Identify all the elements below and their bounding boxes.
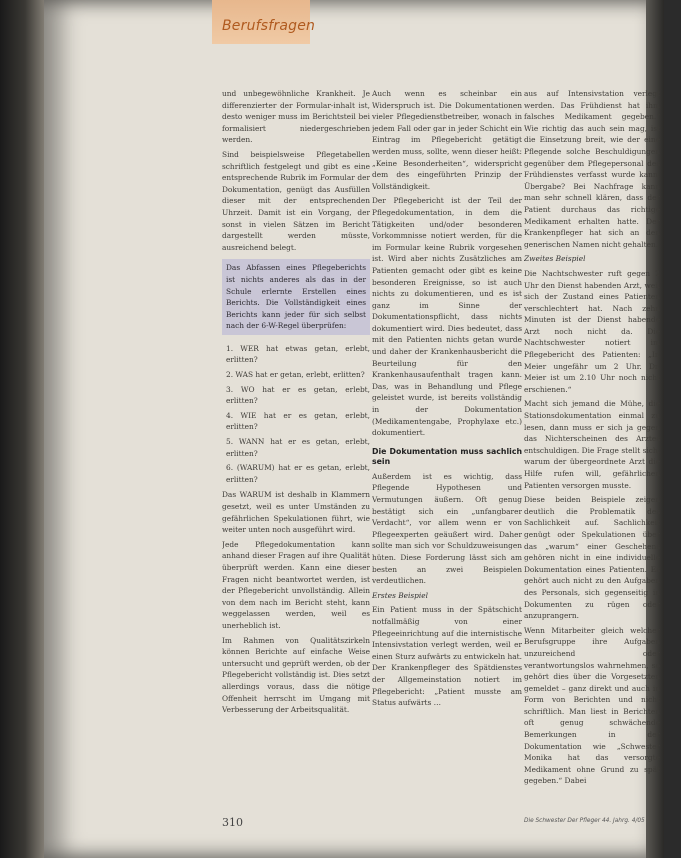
six-w-list (222, 343, 370, 486)
paragraph: Im Rahmen von Qualitätszirkeln können Berichte auf einfache Weise untersucht und geprüft werden, ob der Pflegebericht vollständig ist. Dies setzt allerdings voraus, dass die nötige Offenheit herrscht im Umgang mit Verbesserung der Arbeitsqualität. (222, 635, 370, 715)
paragraph: Außerdem ist es wichtig, dass Pflegende Hypothesen und Vermutungen äußern. Oft genug bestätigt sich ein „unfangbarer Verdacht“, vor allem wenn er von Pflegeexperten geäußert wird. Daher sollte man sich vor Schuldzuweisungen hüten. Diese Forderung lässt sich am besten an zwei Beispielen verdeutlichen. (372, 471, 522, 586)
highlight-box (222, 259, 370, 335)
text-column-1 (222, 88, 370, 808)
list-item: 4. WIE hat er es getan, erlebt, erlitten? (226, 410, 370, 432)
paragraph: Auch wenn es scheinbar ein Widerspruch ist. Die Dokumentationen vieler Pflegedienstbetreiber, wonach in jedem Fall oder gar in jeder Schicht ein Eintrag im Pflegebericht getätigt werden muss, sollte, wenn dieser heißt: „Keine Besonderheiten“, widerspricht dem des eingeführten Prinzip der Vollständigkeit. (372, 89, 522, 191)
paragraph: Macht sich jemand die Mühe, die Stationsdokumentation einmal zu lesen, dann muss er sich ja gegen das Nichterscheinen des Arztes entschuldigen. Die Frage stellt sich, warum der übergeordnete Arzt die Hilfe rufen will, gefährlichen Patienten versorgen musste. (524, 399, 660, 490)
list-item: 1. WER hat etwas getan, erlebt, erlitten? (226, 343, 370, 365)
paragraph: Jede Pflegedokumentation kann anhand dieser Fragen auf ihre Qualität überprüft werden. Kann eine dieser Fragen nicht beantwortet werden, ist der Pflegebericht unvollständig. Allein von dem nach im Bericht steht, kann weggelassen werden, weil es unerheblich ist. (222, 539, 370, 630)
journal-footer: Die Schwester Der Pfleger 44. Jahrg. 4/05 (524, 818, 645, 824)
paragraph: und unbegewöhnliche Krankheit. Je differenzierter der Formular-inhalt ist, desto weniger muss im Berichtsteil bei formalisiert niedergeschrieben werden. (222, 89, 370, 145)
paragraph: Der Pflegebericht ist der Teil der Pflegedokumentation, in dem die Tätigkeiten und/oder besonderen Vorkommnisse notiert werden, für die im Formular keine Rubrik vorgesehen ist. Wird aber nichts Zusätzliches am Patienten gemacht oder gibt es keine besonderen Ereignisse, so ist auch nichts zu dokumentieren, und es ist ganz im Sinne der Dokumentationspflicht, dass nichts dokumentiert wird. Dies bedeutet, dass mit den Patienten nichts getan wurde und daher der Krankenhausbericht die Beurteilung für den Krankenhausaufenthalt tragen kann. Das, was in Behandlung und Pflege geleistet wurde, ist bereits vollständig in der Dokumentation (Medikamentengabe, Prophylaxe etc.) dokumentiert. (372, 196, 522, 438)
subsection-heading: Die Dokumentation muss sachlich sein (372, 446, 522, 466)
list-item: 5. WANN hat er es getan, erlebt, erlitten? (226, 437, 370, 458)
text-column-3 (524, 88, 660, 808)
section-title: Berufsfragen (222, 18, 316, 34)
paragraph: Wenn Mitarbeiter gleich welcher Berufsgruppe ihre Aufgaben unzureichend oder verantwortungslos wahrnehmen, so gehört dies über die Vorgesetzten gemeldet – ganz direkt und auch in Form von Berichten und nicht schriftlich. Man liest in Berichten oft genug schwächende Bemerkungen in der Dokumentation wie „Schwester Monika hat das versorgte Medikament ohne Grund zu spät gegeben.“ Dabei (524, 625, 660, 786)
paragraph: Diese beiden Beispiele zeigen deutlich die Problematik des Sachlichkeit auf. Sachlichkeit genügt oder Spekulationen über das „warum“ einer Geschehens gehören nicht in eine individuelle Dokumentation eines Patienten. Es gehört auch nicht zu den Aufgaben des Personals, sich gegenseitig in Dokumenten zu rügen oder anzuprangern. (524, 495, 660, 621)
list-item: 3. WO hat er es getan, erlebt, erlitten? (226, 384, 370, 406)
list-item: 6. (WARUM) hat er es getan, erlebt, erlitten? (226, 463, 370, 484)
paragraph: Sind beispielsweise Pflegetabellen schriftlich festgelegt und gibt es eine entsprechende Rubrik im Formular der Dokumentation, genügt das Ausfüllen dieser mit der entsprechenden Uhrzeit. Damit ist ein Vorgang, der sonst in vielen Sätzen im Bericht dargestellt werden müsste, ausreichend belegt. (222, 149, 370, 252)
highlight-box-text: Das Abfassen eines Pflegeberichts ist nichts anderes als das in der Schule erlernte Erstellen eines Berichts. Die Vollständigkeit eines Berichts kann jeder für sich selbst nach der 6-W-Regel überprüfen: (226, 263, 366, 331)
list-item: 2. WAS hat er getan, erlebt, erlitten? (226, 370, 365, 380)
example-heading: Zweites Beispiel (524, 254, 586, 264)
paragraph: aus auf Intensivstation verlegt werden. Das Frühdienst hat ihm falsches Medikament gegeben.“ Wie richtig das auch sein mag, ist die Einsetzung breit, wie der eine Pflegende solche Beschuldigungen gegenüber dem Pflegepersonal des Frühdienstes verfasst wurde kann. Übergabe? Bei Nachfrage kann man sehr schnell klären, dass der Patient durchaus das richtige Medikament erhalten hatte. Der Krankenpfleger hat sich an den generischen Namen nicht gehalten. (524, 89, 660, 249)
paragraph: Das WARUM ist deshalb in Klammern gesetzt, weil es unter Umständen zu gefährlichen Spekulationen führt, wie weiter unten noch ausgeführt wird. (222, 490, 370, 535)
paragraph: Ein Patient muss in der Spätschicht notfallmäßig von einer Pflegeeinrichtung auf die internistische Intensivstation verlegt werden, weil er einen Sturz aufwärts zu entwickeln hat. Der Krankenpfleger des Spätdienstes der Allgemeinstation notiert im Pflegebericht: „Patient musste am Status aufwärts … (372, 605, 522, 708)
text-column-2 (372, 88, 522, 808)
page-number: 310 (222, 816, 243, 829)
paragraph: Die Nachtschwester ruft gegen 2 Uhr den Dienst habenden Arzt, weil sich der Zustand eines Patienten verschlechtert hat. Nach zehn Minuten ist der Dienst habende Arzt noch nicht da. Die Nachtschwester notiert im Pflegebericht des Patienten: „Ir. Meier ungefähr um 2 Uhr. Dr. Meier ist um 2.10 Uhr noch nicht erschienen.“ (524, 268, 660, 394)
example-heading: Erstes Beispiel (372, 590, 428, 600)
